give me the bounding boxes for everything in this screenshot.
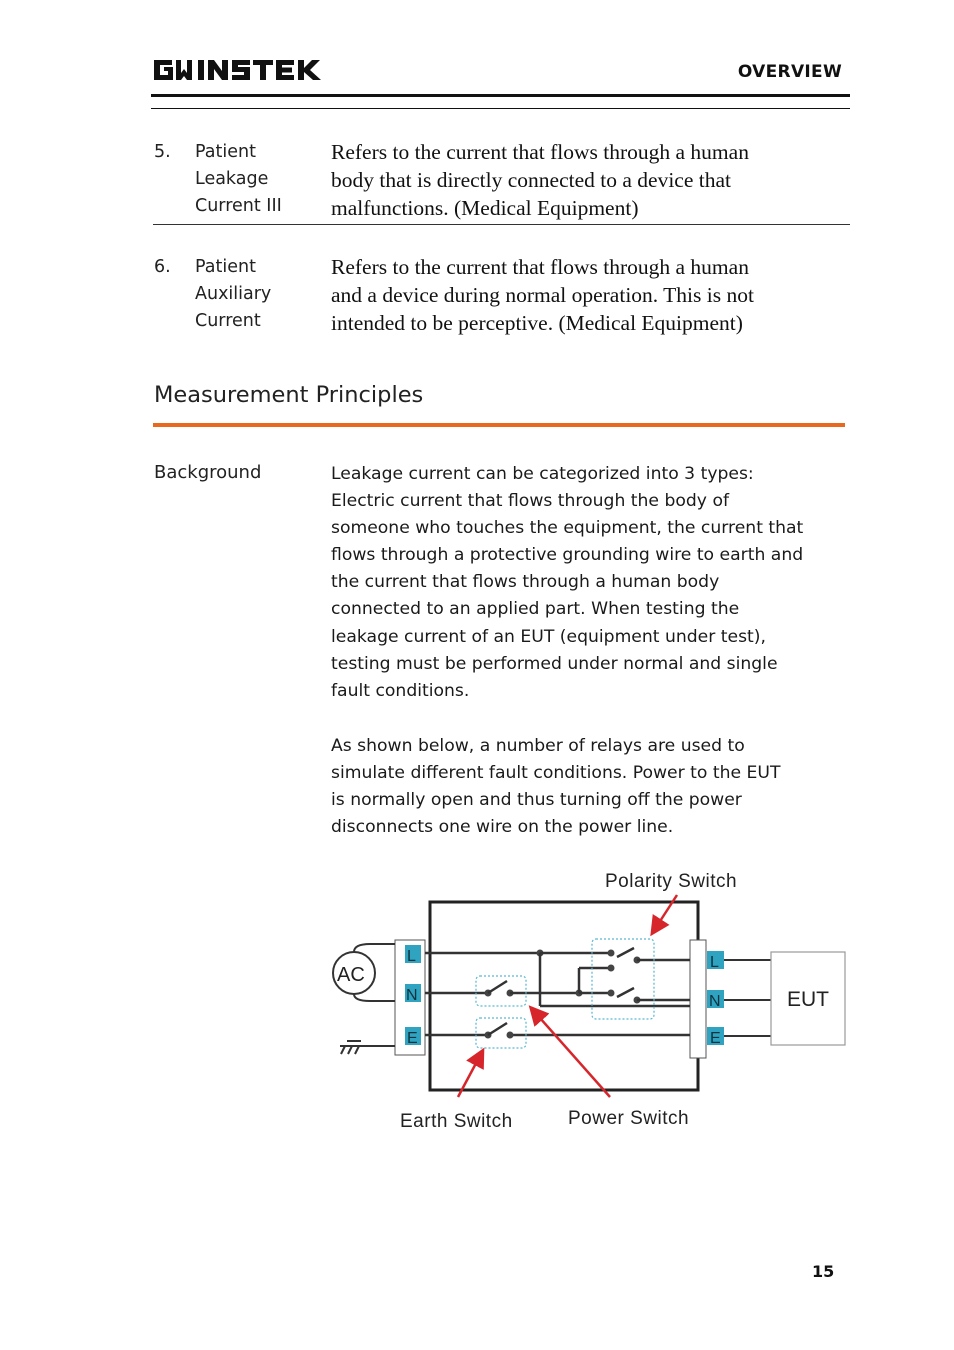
- power-switch-arrow: [532, 1009, 610, 1097]
- section-heading: Measurement Principles: [154, 382, 424, 408]
- ac-line-wire: [354, 944, 395, 952]
- item-description: Refers to the current that flows through a human and a device during normal operation. This is not intended to be perceptive. (Medical Equipment): [331, 255, 754, 335]
- background-label: Background: [154, 462, 262, 483]
- polarity-switch-blade-lower: [617, 988, 634, 997]
- power-switch-blade: [488, 981, 507, 993]
- gw-instek-logo: [152, 56, 324, 84]
- input-terminal-e-label: E: [407, 1030, 418, 1047]
- section-label: OVERVIEW: [737, 62, 842, 82]
- earth-switch-blade: [488, 1023, 507, 1035]
- ac-source-label: AC: [337, 964, 365, 986]
- page-number: 15: [812, 1262, 835, 1281]
- earth-switch-label: Earth Switch: [400, 1111, 513, 1132]
- relay-circuit-svg: [325, 860, 855, 1140]
- item-description: Refers to the current that flows through a human body that is directly connected to a device that malfunctions. (Medical Equipment): [331, 140, 749, 220]
- background-paragraph-2: As shown below, a number of relays are used to simulate different fault conditions. Power to the EUT is normally open and thus turning off the power disconnects one wire on the power line.: [331, 736, 781, 838]
- polarity-switch-blade-upper: [617, 948, 634, 957]
- output-terminal-n-label: N: [709, 993, 721, 1010]
- item-number: 5.: [154, 142, 171, 162]
- item-term: Patient Leakage Current III: [195, 142, 282, 216]
- output-terminal-l-label: L: [710, 954, 719, 971]
- input-terminal-l-label: L: [407, 948, 416, 965]
- power-switch-label: Power Switch: [568, 1108, 690, 1129]
- ac-neutral-wire: [354, 994, 395, 1001]
- input-terminal-n-label: N: [406, 987, 418, 1004]
- header-rule-thick: [151, 94, 850, 97]
- power-switch-box: [476, 976, 526, 1006]
- item-divider: [153, 224, 850, 225]
- item-term: Patient Auxiliary Current: [195, 257, 272, 331]
- eut-label: EUT: [787, 988, 829, 1011]
- relay-circuit-diagram: [325, 860, 855, 1140]
- ground-icon: [340, 1041, 395, 1054]
- polarity-switch-label: Polarity Switch: [605, 871, 738, 892]
- earth-switch-box: [476, 1018, 526, 1048]
- output-terminal-strip: [690, 940, 706, 1058]
- tester-enclosure: [430, 902, 698, 1090]
- item-number: 6.: [154, 257, 171, 277]
- brand-logo: [152, 56, 324, 84]
- output-terminal-e-label: E: [710, 1030, 721, 1047]
- heading-rule: [153, 423, 845, 427]
- header-rule-thin: [151, 108, 850, 109]
- background-paragraph-1: Leakage current can be categorized into 3 types: Electric current that flows through the body of someone who touches the equipment, the current that flows through a protective grounding wire to earth and the current that flows through a human body connected to an applied part. When testing the leakage current of an EUT (equipment under test), testing must be performed under normal and single fault conditions.: [331, 464, 804, 701]
